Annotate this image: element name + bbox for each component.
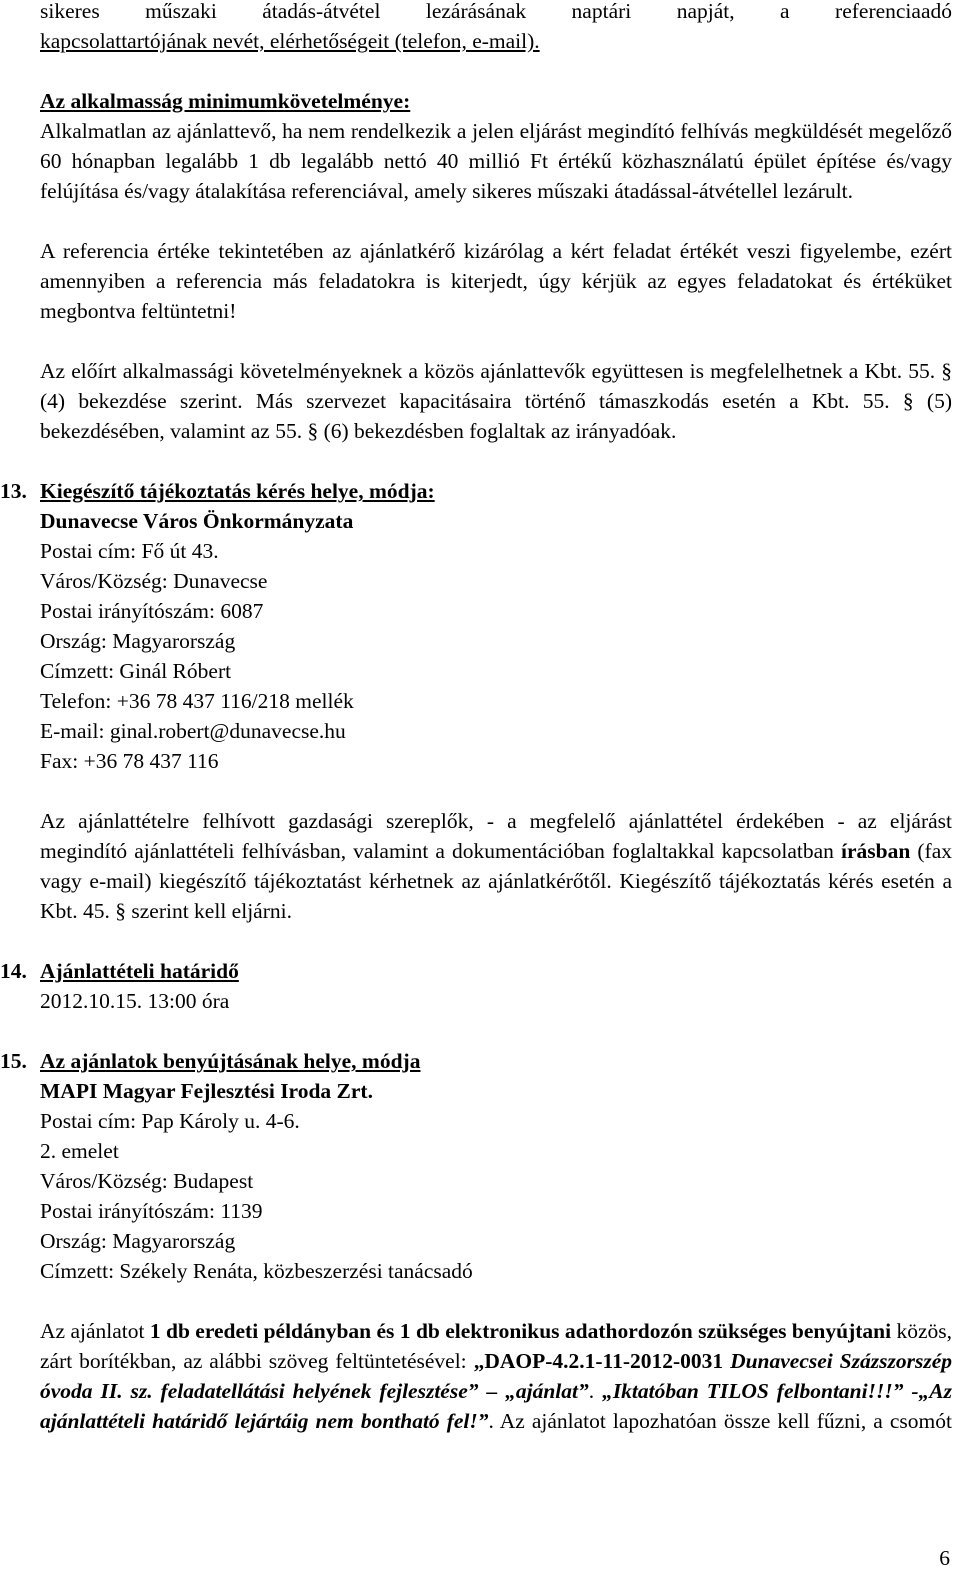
s13-line: Telefon: +36 78 437 116/218 mellék — [40, 689, 354, 713]
s15-org: MAPI Magyar Fejlesztési Iroda Zrt. — [40, 1079, 373, 1103]
s15-p-h: . Az ajánlatot lapozhatóan össze kell fűzni, a csomót — [488, 1409, 952, 1433]
section-15-title: Az ajánlatok benyújtásának helye, módja — [40, 1049, 421, 1073]
joint-bidders-paragraph: Az előírt alkalmassági követelményeknek a közös ajánlattevők együttesen is megfelelhetnek a Kbt. 55. § (4) bekezdése szerint. Más szervezet kapacitásaira történő támaszkodás esetén a Kbt. 55. § (5) bekezdésében, valamint az 55. § (6) bekezdésben foglaltak az irányadóak. — [40, 359, 952, 443]
top-line-1-text: sikeres műszaki átadás-átvétel lezárásának naptári napját, a referenciaadó — [40, 0, 952, 23]
s15-p-g: „Iktatóban TILOS felbontani!!!” -„Az ajánlattételi határidő lejártáig nem bontható fel!” — [40, 1379, 952, 1433]
s13-info-b: (fax vagy e-mail) kiegészítő tájékoztatást kérhetnek az ajánlatkérőtől. Kiegészítő tájékoztatás kérés esetén a Kbt. 45. § szerint kell eljárni. — [40, 839, 953, 923]
top-line-2-text: kapcsolattartójának nevét, elérhetőségeit (telefon, e-mail). — [40, 29, 540, 53]
s15-p-d: „DAOP-4.2.1-11-2012-0031 — [473, 1349, 731, 1373]
s15-line: Postai irányítószám: 1139 — [40, 1199, 263, 1223]
section-15-number: 15. — [0, 1049, 27, 1073]
s15-line: Címzett: Székely Renáta, közbeszerzési tanácsadó — [40, 1259, 473, 1283]
min-req-text: Alkalmatlan az ajánlattevő, ha nem rendelkezik a jelen eljárást megindító felhívás megküldését megelőző 60 hónapban legalább 1 db legalább nettó 40 millió Ft értékű közhasználatú épület építése és/vagy felújítása és/vagy átalakítása referenciával, amely sikeres műszaki átadással-átvétellel lezárult. — [40, 119, 952, 203]
min-req-heading: Az alkalmasság minimumkövetelménye: — [40, 89, 411, 113]
s13-line: Címzett: Ginál Róbert — [40, 659, 232, 683]
s13-line: Postai irányítószám: 6087 — [40, 599, 264, 623]
s13-line: Fax: +36 78 437 116 — [40, 749, 219, 773]
s15-p-e: Dunavecsei Százszorszép óvoda II. sz. feladatellátási helyének fejlesztése” – „ajánlat” — [40, 1349, 952, 1403]
section-15-heading — [0, 1046, 952, 1076]
section-14-heading — [0, 956, 952, 986]
s15-line: 2. emelet — [40, 1139, 119, 1163]
s15-p-a: Az ajánlatot — [40, 1319, 150, 1343]
s15-p-f: . — [588, 1379, 603, 1403]
s13-line: Ország: Magyarország — [40, 629, 236, 653]
s13-line: Postai cím: Fő út 43. — [40, 539, 219, 563]
s13-line: Város/Község: Dunavecse — [40, 569, 268, 593]
section-14-number: 14. — [0, 959, 27, 983]
s15-line: Postai cím: Pap Károly u. 4-6. — [40, 1109, 300, 1133]
s13-info-a: Az ajánlattételre felhívott gazdasági szereplők, - a megfelelő ajánlattétel érdekében - az eljárást megindító ajánlattételi felhívásban, valamint a dokumentációban foglaltakkal kapcsolatban — [40, 809, 952, 863]
section-13-title: Kiegészítő tájékoztatás kérés helye, módja: — [40, 479, 435, 503]
section-13-heading — [0, 476, 952, 506]
reference-value-paragraph: A referencia értéke tekintetében az ajánlatkérő kizárólag a kért feladat értékét veszi figyelembe, ezért amennyiben a referencia más feladatokra is kiterjedt, úgy kérjük az egyes feladatokat és értéküket megbontva feltüntetni! — [40, 239, 952, 323]
page-number: 6 — [939, 1546, 950, 1570]
s15-submission-paragraph — [40, 1316, 952, 1436]
s13-line: E-mail: ginal.robert@dunavecse.hu — [40, 719, 346, 743]
top-line-1 — [40, 0, 952, 26]
top-line-2 — [40, 26, 952, 56]
s15-p-b: 1 db eredeti példányban és 1 db elektronikus adathordozón szükséges benyújtani — [149, 1319, 892, 1343]
s15-p-c: közös, zárt borítékban, az alábbi szöveg feltüntetésével: — [40, 1319, 952, 1373]
s13-info-paragraph — [40, 806, 952, 926]
section-14-title: Ajánlattételi határidő — [40, 959, 239, 983]
s13-org: Dunavecse Város Önkormányzata — [40, 509, 354, 533]
s15-line: Város/Község: Budapest — [40, 1169, 254, 1193]
s13-info-bold: írásban — [841, 839, 911, 863]
section-13-number: 13. — [0, 479, 27, 503]
s15-line: Ország: Magyarország — [40, 1229, 236, 1253]
s14-deadline: 2012.10.15. 13:00 óra — [40, 989, 230, 1013]
